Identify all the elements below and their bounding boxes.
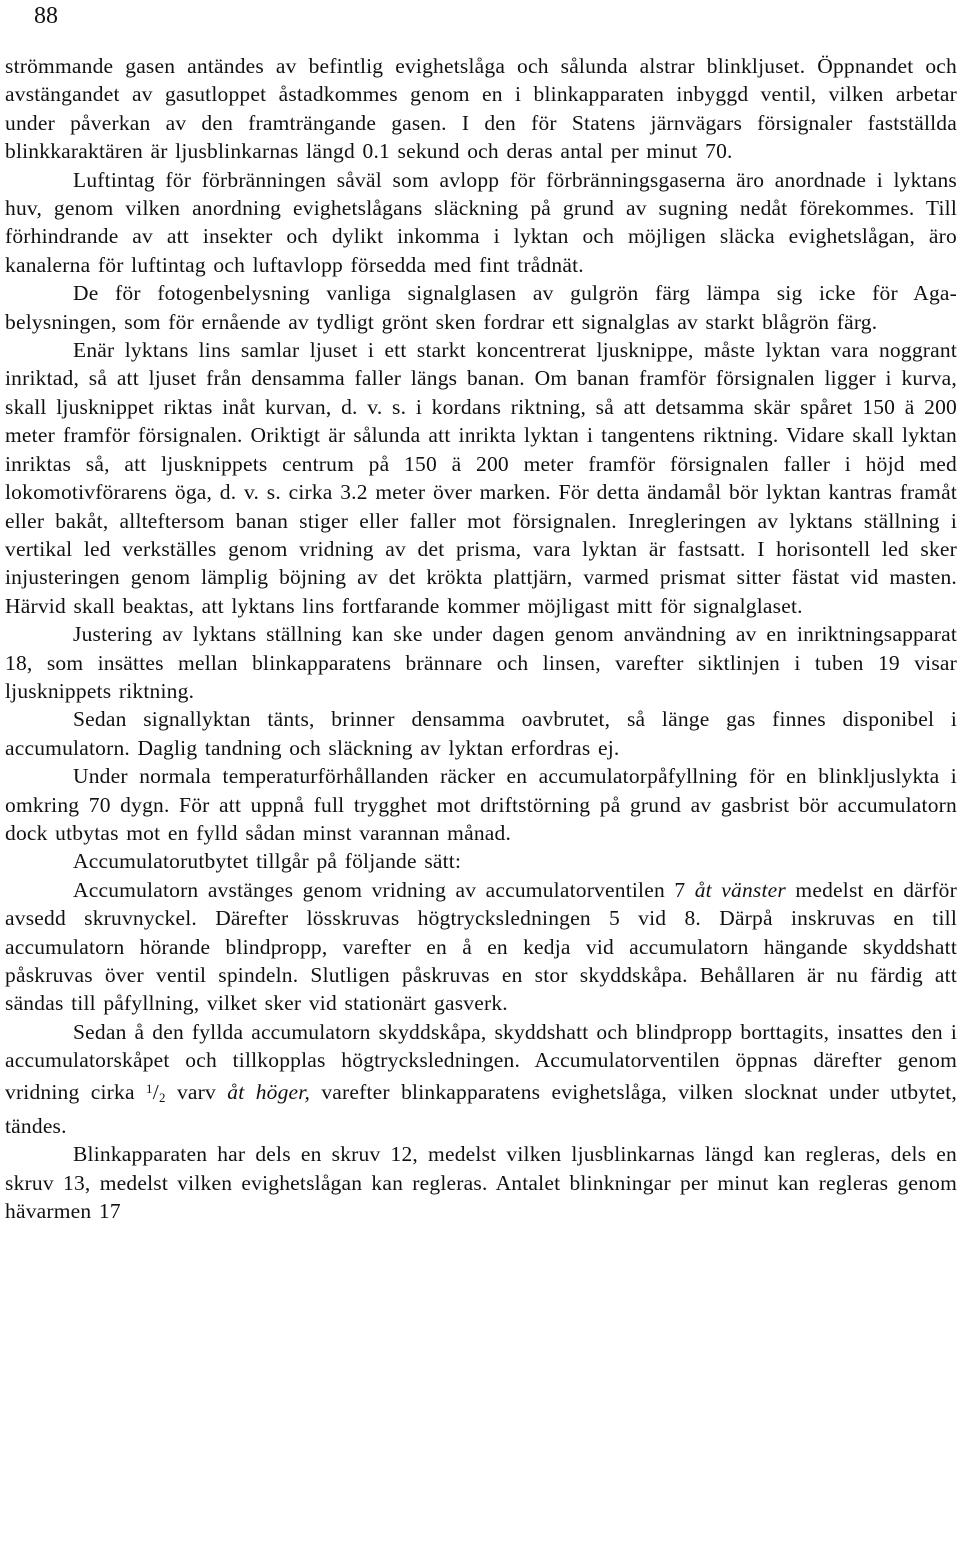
paragraph-text: varefter blinkapparatens evighetslåga, vilken slocknat under utbytet, tändes. [5,1079,957,1139]
emphasis-text: åt höger, [227,1079,311,1104]
paragraph-text: varv [165,1079,228,1104]
paragraph: Blinkapparaten har dels en skruv 12, medelst vilken ljusblinkarnas längd kan regleras, dels en skruv 13, medelst vilken evighetslågan kan regleras. Antalet blinkningar per minut kan regleras genom hävarmen 17 [5,1142,957,1224]
fraction-denominator: 2 [158,1089,166,1105]
paragraph: Justering av lyktans ställning kan ske under dagen genom användning av en inriktningsapparat 18, som insättes mellan blinkapparatens brännare och linsen, varefter siktlinjen i tuben 19 visar ljusknippets riktning. [5,622,957,703]
paragraph [5,876,957,1018]
paragraph: Enär lyktans lins samlar ljuset i ett starkt koncentrerat ljusknippe, måste lyktan vara noggrant inriktad, så att ljuset från densamma faller längs banan. Om banan framför försignalen ligger i kurva, skall ljusknippet riktas inåt kurvan, d. v. s. i kordans riktning, så att detsamma skär spåret 150 ä 200 meter framför försignalen. Oriktigt är sålunda att inrikta lyktan i tangentens riktning. Vidare skall lyktan inriktas så, att ljusknippets centrum på 150 ä 200 meter framför försignalen faller i höjd med lokomotivförarens öga, d. v. s. cirka 3.2 meter över marken. För detta ändamål bör lyktan kantras framåt eller bakåt, allteftersom banan stiger eller faller mot försignalen. Inregleringen av lyktans ställning i vertikal led verkställes genom vridning av det prisma, vara lyktan är fastsatt. I horisontell led sker injusteringen genom lämplig böjning av det krökta plattjärn, varmed prismat sitter fästat vid masten. Härvid skall beaktas, att lyktans lins fortfarande kommer möjligast mitt för signalglaset. [5,338,957,618]
paragraph-text: Sedan å den fyllda accumulatorn skyddskåpa, skyddshatt och blindpropp borttagits, insattes den i accumulatorskåpet och tillkopplas högtrycksledningen. Accumulatorventilen öppnas därefter genom vridning cirka [5,1019,957,1104]
page-number: 88 [34,3,58,29]
paragraph: strömmande gasen antändes av befintlig evighetslåga och sålunda alstrar blinkljuset. Öppnandet och avstängandet av gasutloppet åstadkommes genom en i blinkapparaten inbyggd ventil, vilken arbetar under påverkan av den framträngande gasen. I den för Statens järnvägars försignaler fastställda blinkkaraktären är ljusblinkarnas längd 0.1 sekund och deras antal per minut 70. [5,54,957,164]
paragraph [5,1018,957,1141]
paragraph: De för fotogenbelysning vanliga signalglasen av gulgrön färg lämpa sig icke för Aga-belysningen, som för ernående av tydligt grönt sken fordrar ett signalglas av starkt blågrön färg. [5,281,957,334]
paragraph-text: medelst en därför avsedd skruvnyckel. Därefter lösskruvas högtrycksledningen 5 vid 8. Därpå inskruvas en till accumulatorn hörande blindpropp, varefter en å en kedja vid accumulatorn hängande skyddshatt påskruvas över ventil spindeln. Slutligen påskruvas en stor skyddskåpa. Behållaren är nu färdig att sändas till påfyllning, vilket sker vid stationärt gasverk. [5,877,957,1016]
paragraph: Accumulatorutbytet tillgår på följande sätt: [73,849,462,874]
emphasis-text: åt vänster [694,877,786,902]
paragraph: Under normala temperaturförhållanden räcker en accumulatorpåfyllning för en blinkljuslykta i omkring 70 dygn. För att uppnå full trygghet mot driftstörning på grund av gasbrist bör accumulatorn dock utbytas mot en fylld sådan minst varannan månad. [5,764,957,845]
paragraph-text: Accumulatorn avstänges genom vridning av accumulatorventilen 7 [73,877,695,902]
document-body [5,52,957,1226]
fraction-slash: / [152,1079,159,1104]
paragraph: Luftintag för förbränningen såväl som avlopp för förbränningsgaserna äro anordnade i lyktans huv, genom vilken anordning evighetslågans släckning på grund av sugning nedåt förekommes. Till förhindrande av att insekter och dylikt inkomma i lyktan och möjligen släcka evighetslågan, äro kanalerna för luftintag och luftavlopp försedda med fint trådnät. [5,167,957,277]
paragraph: Sedan signallyktan tänts, brinner densamma oavbrutet, så länge gas finnes disponibel i accumulatorn. Daglig tandning och släckning av lyktan erfordras ej. [5,707,957,760]
fraction-numerator: 1 [146,1080,153,1096]
